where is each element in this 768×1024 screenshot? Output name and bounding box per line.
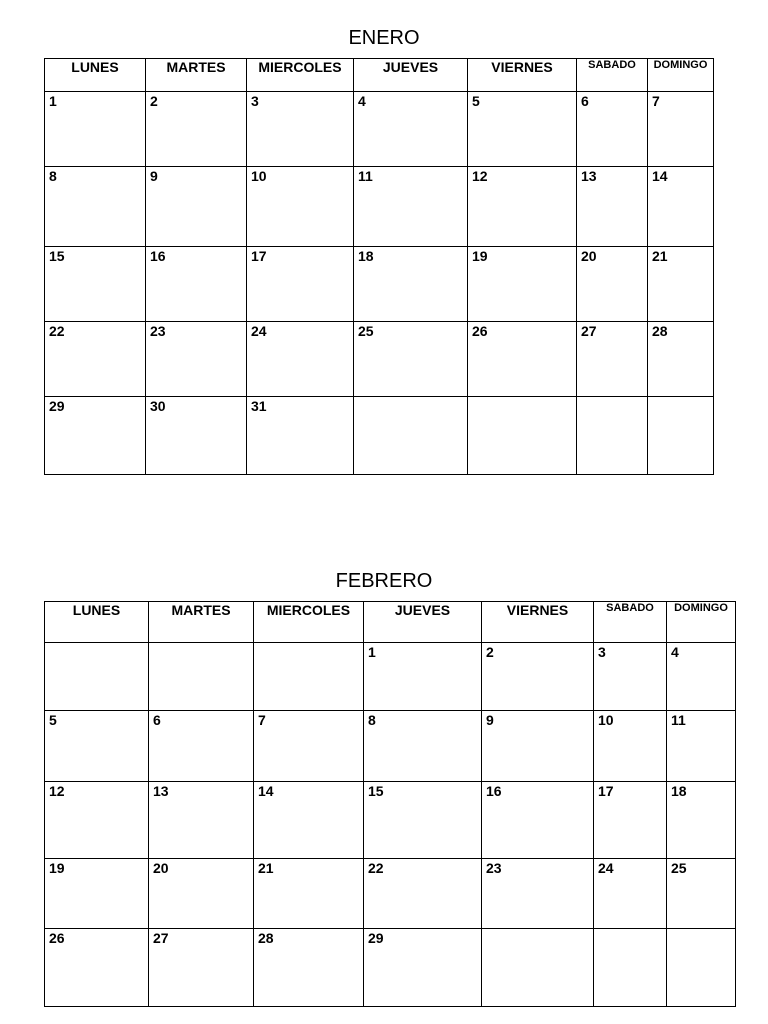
day-cell: 9 — [482, 711, 594, 782]
day-cell: 14 — [648, 167, 714, 247]
month-title-febrero: FEBRERO — [335, 570, 433, 592]
day-cell: 6 — [149, 711, 254, 782]
week-row — [45, 397, 714, 475]
day-cell: 24 — [247, 322, 354, 397]
day-cell: 9 — [146, 167, 247, 247]
week-row — [45, 322, 714, 397]
day-cell: 10 — [594, 711, 667, 782]
weekday-header: MARTES — [146, 59, 247, 92]
day-cell: 13 — [577, 167, 648, 247]
day-cell: 26 — [468, 322, 577, 397]
weekday-header: DOMINGO — [648, 59, 714, 92]
day-cell: 3 — [594, 643, 667, 711]
day-cell: 18 — [354, 247, 468, 322]
weekday-header: VIERNES — [482, 602, 594, 643]
day-cell: 19 — [45, 859, 149, 929]
day-cell: 29 — [45, 397, 146, 475]
day-cell: 2 — [146, 92, 247, 167]
day-cell: 26 — [45, 929, 149, 1007]
day-cell: 5 — [468, 92, 577, 167]
weekday-header-row — [45, 59, 714, 92]
week-row — [45, 247, 714, 322]
day-cell: 16 — [482, 782, 594, 859]
weekday-header: DOMINGO — [667, 602, 736, 643]
day-cell — [468, 397, 577, 475]
day-cell: 25 — [354, 322, 468, 397]
day-cell — [667, 929, 736, 1007]
week-row — [45, 643, 736, 711]
day-cell: 12 — [468, 167, 577, 247]
day-cell: 27 — [149, 929, 254, 1007]
week-row — [45, 167, 714, 247]
day-cell: 21 — [648, 247, 714, 322]
weekday-header: JUEVES — [354, 59, 468, 92]
day-cell: 17 — [247, 247, 354, 322]
day-cell — [482, 929, 594, 1007]
week-row — [45, 859, 736, 929]
day-cell: 13 — [149, 782, 254, 859]
day-cell — [149, 643, 254, 711]
day-cell: 23 — [146, 322, 247, 397]
day-cell: 14 — [254, 782, 364, 859]
day-cell: 4 — [354, 92, 468, 167]
day-cell — [354, 397, 468, 475]
day-cell: 29 — [364, 929, 482, 1007]
weekday-header: MIERCOLES — [254, 602, 364, 643]
day-cell: 15 — [364, 782, 482, 859]
day-cell: 8 — [45, 167, 146, 247]
day-cell: 16 — [146, 247, 247, 322]
day-cell: 28 — [254, 929, 364, 1007]
day-cell — [254, 643, 364, 711]
weekday-header: JUEVES — [364, 602, 482, 643]
day-cell: 17 — [594, 782, 667, 859]
day-cell: 31 — [247, 397, 354, 475]
weekday-header: SABADO — [577, 59, 648, 92]
day-cell: 7 — [648, 92, 714, 167]
day-cell — [577, 397, 648, 475]
calendar-table-febrero — [44, 601, 736, 1007]
weekday-header: MARTES — [149, 602, 254, 643]
day-cell: 22 — [364, 859, 482, 929]
day-cell: 15 — [45, 247, 146, 322]
day-cell: 24 — [594, 859, 667, 929]
day-cell: 20 — [577, 247, 648, 322]
week-row — [45, 929, 736, 1007]
day-cell: 7 — [254, 711, 364, 782]
day-cell — [648, 397, 714, 475]
weekday-header-row — [45, 602, 736, 643]
day-cell: 1 — [364, 643, 482, 711]
day-cell: 8 — [364, 711, 482, 782]
day-cell: 22 — [45, 322, 146, 397]
day-cell — [594, 929, 667, 1007]
calendar-table-enero — [44, 58, 714, 475]
week-row — [45, 711, 736, 782]
day-cell: 1 — [45, 92, 146, 167]
day-cell: 11 — [667, 711, 736, 782]
day-cell: 6 — [577, 92, 648, 167]
day-cell: 19 — [468, 247, 577, 322]
day-cell: 12 — [45, 782, 149, 859]
day-cell: 20 — [149, 859, 254, 929]
weekday-header: LUNES — [45, 602, 149, 643]
day-cell: 11 — [354, 167, 468, 247]
week-row — [45, 92, 714, 167]
week-row — [45, 782, 736, 859]
weekday-header: MIERCOLES — [247, 59, 354, 92]
day-cell: 23 — [482, 859, 594, 929]
day-cell: 18 — [667, 782, 736, 859]
day-cell — [45, 643, 149, 711]
day-cell: 10 — [247, 167, 354, 247]
day-cell: 21 — [254, 859, 364, 929]
weekday-header: SABADO — [594, 602, 667, 643]
day-cell: 5 — [45, 711, 149, 782]
day-cell: 3 — [247, 92, 354, 167]
weekday-header: LUNES — [45, 59, 146, 92]
day-cell: 2 — [482, 643, 594, 711]
day-cell: 4 — [667, 643, 736, 711]
weekday-header: VIERNES — [468, 59, 577, 92]
month-title-enero: ENERO — [348, 27, 420, 49]
day-cell: 28 — [648, 322, 714, 397]
day-cell: 27 — [577, 322, 648, 397]
day-cell: 30 — [146, 397, 247, 475]
day-cell: 25 — [667, 859, 736, 929]
